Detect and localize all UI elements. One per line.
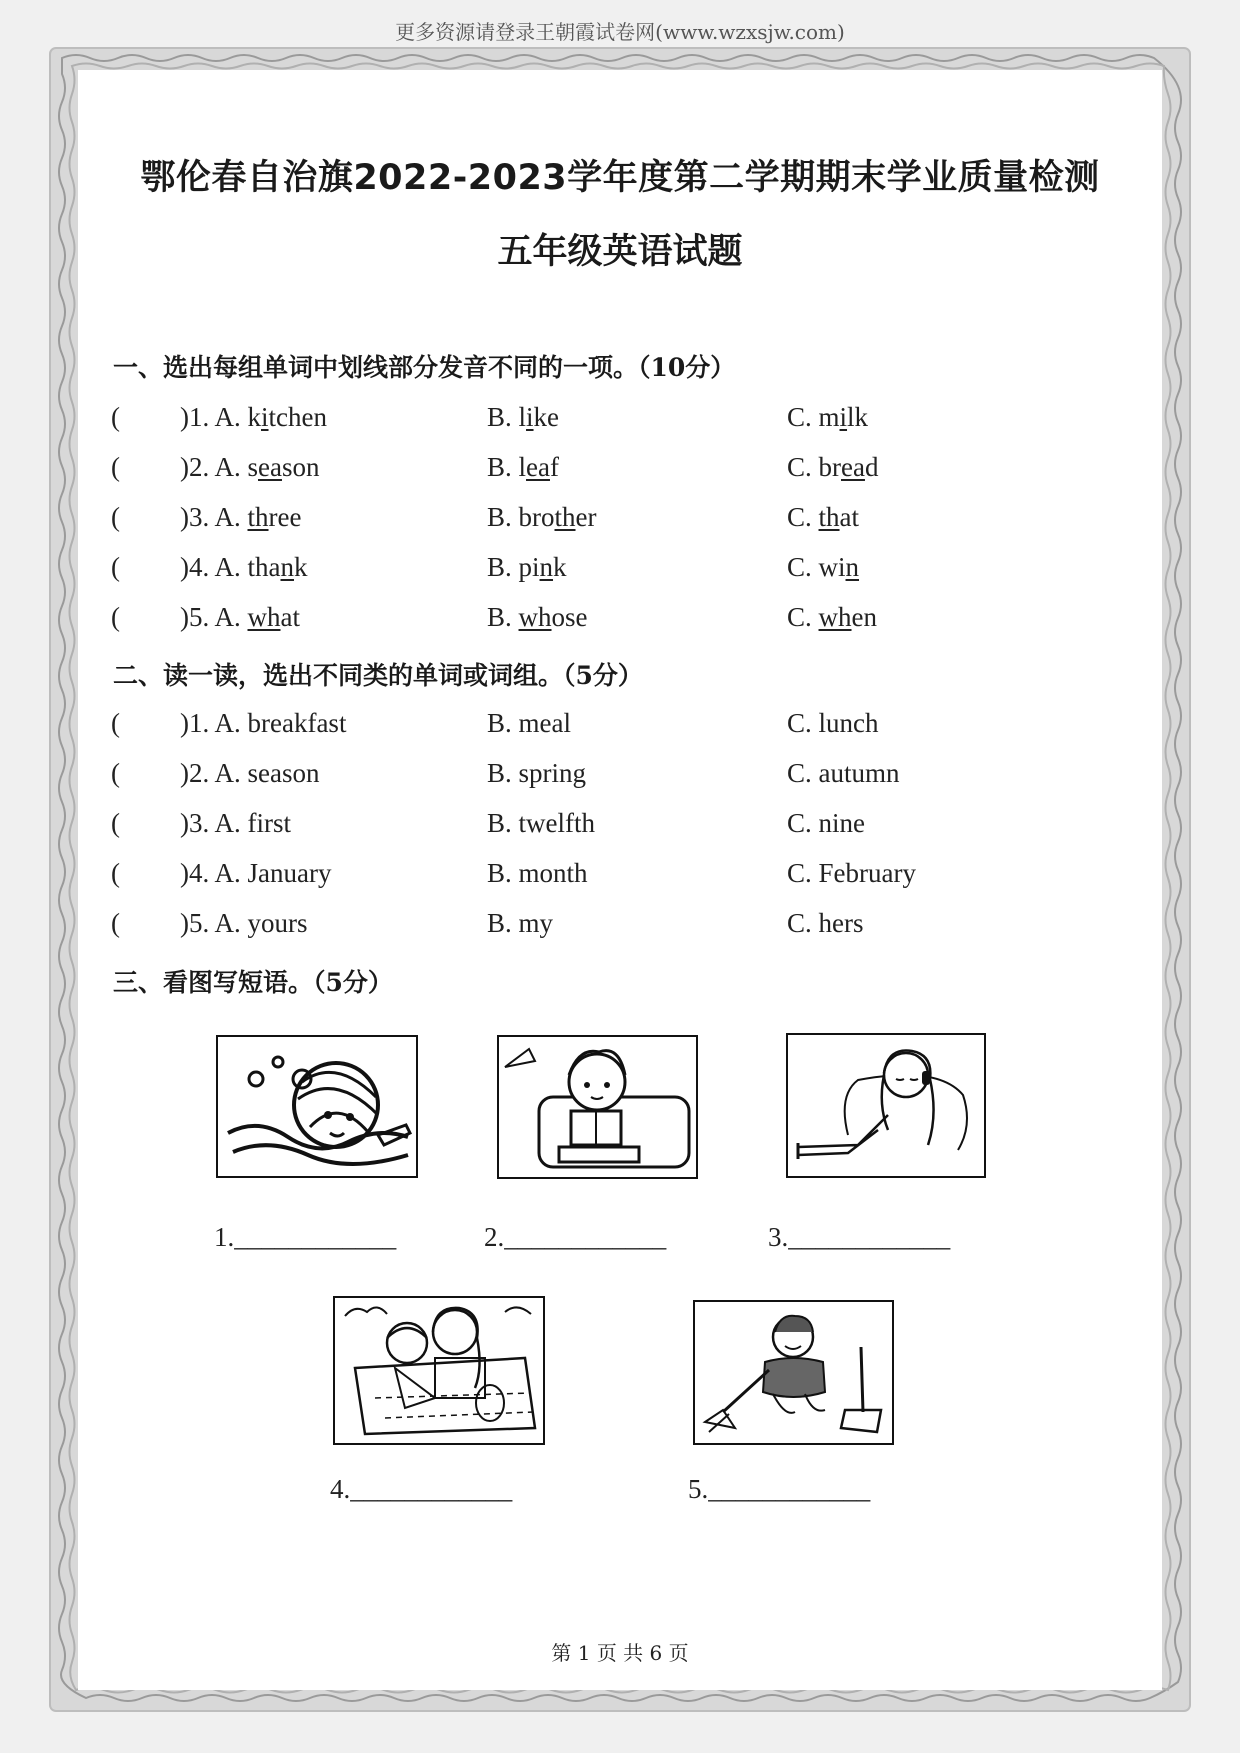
word-part: s xyxy=(247,452,259,482)
answer-paren[interactable]: ( xyxy=(111,758,120,788)
word-part: er xyxy=(575,502,597,532)
option-a[interactable]: )3. A. first xyxy=(180,808,291,838)
word-part: at xyxy=(839,502,860,532)
option-a[interactable]: )1. A. breakfast xyxy=(180,708,347,738)
underlined-letters: i xyxy=(526,402,534,432)
underlined-letters: wh xyxy=(518,602,552,632)
question-number: )5. A. xyxy=(180,602,248,632)
underlined-letters: wh xyxy=(247,602,281,632)
listening-music-picture xyxy=(786,1033,986,1178)
question-row xyxy=(0,602,1240,642)
word-part: at xyxy=(280,602,300,632)
question-row xyxy=(0,402,1240,442)
word-part: d xyxy=(864,452,879,482)
question-row xyxy=(0,552,1240,592)
word-part: tchen xyxy=(268,402,327,432)
question-row xyxy=(0,502,1240,542)
answer-paren[interactable]: ( xyxy=(111,552,120,582)
underlined-letters: th xyxy=(818,502,840,532)
word-part: C. m xyxy=(787,402,840,432)
answer-paren[interactable]: ( xyxy=(111,502,120,532)
underlined-letters: ea xyxy=(841,452,865,482)
option-b xyxy=(487,452,559,483)
option-c xyxy=(787,402,868,433)
option-c[interactable]: C. hers xyxy=(787,908,864,938)
answer-blank-4[interactable]: 4.____________ xyxy=(330,1474,513,1504)
word-part: en xyxy=(851,602,877,632)
option-a[interactable] xyxy=(180,402,327,433)
word-part: B. bro xyxy=(487,502,555,532)
option-b[interactable]: B. my xyxy=(487,908,554,938)
word-part: C. br xyxy=(787,452,841,482)
reading-icon xyxy=(499,1037,696,1177)
option-a[interactable] xyxy=(180,502,301,533)
question-row xyxy=(0,808,1240,848)
option-b xyxy=(487,602,588,633)
answer-paren[interactable]: ( xyxy=(111,908,120,938)
underlined-letters: i xyxy=(839,402,848,432)
option-b[interactable]: B. spring xyxy=(487,758,587,788)
answer-blank-3[interactable]: 3.____________ xyxy=(768,1222,951,1252)
word-part: ke xyxy=(533,402,560,432)
reading-picture xyxy=(497,1035,698,1179)
option-b[interactable]: B. twelfth xyxy=(487,808,595,838)
underlined-letters: ea xyxy=(526,452,550,482)
option-c xyxy=(787,602,877,633)
word-part: C. xyxy=(787,502,819,532)
option-a[interactable] xyxy=(180,552,308,583)
picnic-icon xyxy=(335,1298,543,1443)
section2-heading: 二、读一读，选出不同类的单词或词组。（5分） xyxy=(113,661,643,690)
question-row xyxy=(0,452,1240,492)
listening-music-icon xyxy=(788,1035,984,1176)
underlined-letters: wh xyxy=(818,602,852,632)
question-number: )1. A. xyxy=(180,402,248,432)
question-number: )2. A. xyxy=(180,452,248,482)
section3-heading: 三、看图写短语。（5分） xyxy=(113,968,393,997)
answer-paren[interactable]: ( xyxy=(111,602,120,632)
exam-title: 鄂伦春自治旗2022-2023学年度第二学期期末学业质量检测 xyxy=(140,158,1100,198)
word-part: k xyxy=(553,552,567,582)
word-part: B. l xyxy=(487,452,527,482)
answer-paren[interactable]: ( xyxy=(111,452,120,482)
option-a[interactable] xyxy=(180,452,320,483)
option-b xyxy=(487,402,559,433)
question-row xyxy=(0,858,1240,898)
underlined-letters: ea xyxy=(258,452,282,482)
word-part: son xyxy=(281,452,320,482)
word-part: B. l xyxy=(487,402,527,432)
underlined-letters: n xyxy=(280,552,294,582)
answer-blank-1[interactable]: 1.____________ xyxy=(214,1222,397,1252)
option-a[interactable]: )4. A. January xyxy=(180,858,332,888)
question-number: )3. A. xyxy=(180,502,248,532)
word-part: C. wi xyxy=(787,552,846,582)
page-footer: 第 1 页 共 6 页 xyxy=(551,1641,689,1665)
answer-paren[interactable]: ( xyxy=(111,858,120,888)
option-c xyxy=(787,452,878,483)
word-part: f xyxy=(549,452,559,482)
word-part: ree xyxy=(268,502,302,532)
sweeping-picture xyxy=(693,1300,894,1445)
underlined-letters: th xyxy=(247,502,269,532)
word-part: tha xyxy=(247,552,281,582)
watermark-text: 更多资源请登录王朝霞试卷网(www.wzxsjw.com) xyxy=(395,20,845,44)
question-row xyxy=(0,708,1240,748)
underlined-letters: th xyxy=(554,502,576,532)
answer-paren[interactable]: ( xyxy=(111,808,120,838)
question-number: )4. A. xyxy=(180,552,248,582)
answer-blank-5[interactable]: 5.____________ xyxy=(688,1474,871,1504)
swimming-icon xyxy=(218,1037,416,1176)
option-c[interactable]: C. February xyxy=(787,858,916,888)
picnic-picture xyxy=(333,1296,545,1445)
swimming-picture xyxy=(216,1035,418,1178)
question-row xyxy=(0,908,1240,948)
word-part: C. xyxy=(787,602,819,632)
option-c xyxy=(787,552,859,583)
option-c xyxy=(787,502,859,533)
word-part: lk xyxy=(847,402,869,432)
answer-paren[interactable]: ( xyxy=(111,708,120,738)
word-part: k xyxy=(294,552,308,582)
option-b[interactable]: B. meal xyxy=(487,708,571,738)
option-b xyxy=(487,552,567,583)
word-part: k xyxy=(247,402,261,432)
word-part: B. xyxy=(487,602,519,632)
underlined-letters: n xyxy=(845,552,860,582)
option-a[interactable]: )2. A. season xyxy=(180,758,320,788)
option-c[interactable]: C. autumn xyxy=(787,758,900,788)
word-part: ose xyxy=(551,602,588,632)
option-c[interactable]: C. nine xyxy=(787,808,865,838)
question-row xyxy=(0,758,1240,798)
exam-subtitle: 五年级英语试题 xyxy=(497,232,743,272)
option-c[interactable]: C. lunch xyxy=(787,708,879,738)
option-a[interactable]: )5. A. yours xyxy=(180,908,308,938)
sweeping-icon xyxy=(695,1302,892,1443)
underlined-letters: n xyxy=(539,552,554,582)
answer-blank-2[interactable]: 2.____________ xyxy=(484,1222,667,1252)
option-b[interactable]: B. month xyxy=(487,858,588,888)
section1-heading: 一、选出每组单词中划线部分发音不同的一项。（10分） xyxy=(113,353,736,382)
option-a[interactable] xyxy=(180,602,300,633)
option-b xyxy=(487,502,597,533)
answer-paren[interactable]: ( xyxy=(111,402,120,432)
word-part: B. pi xyxy=(487,552,540,582)
underlined-letters: i xyxy=(261,402,269,432)
